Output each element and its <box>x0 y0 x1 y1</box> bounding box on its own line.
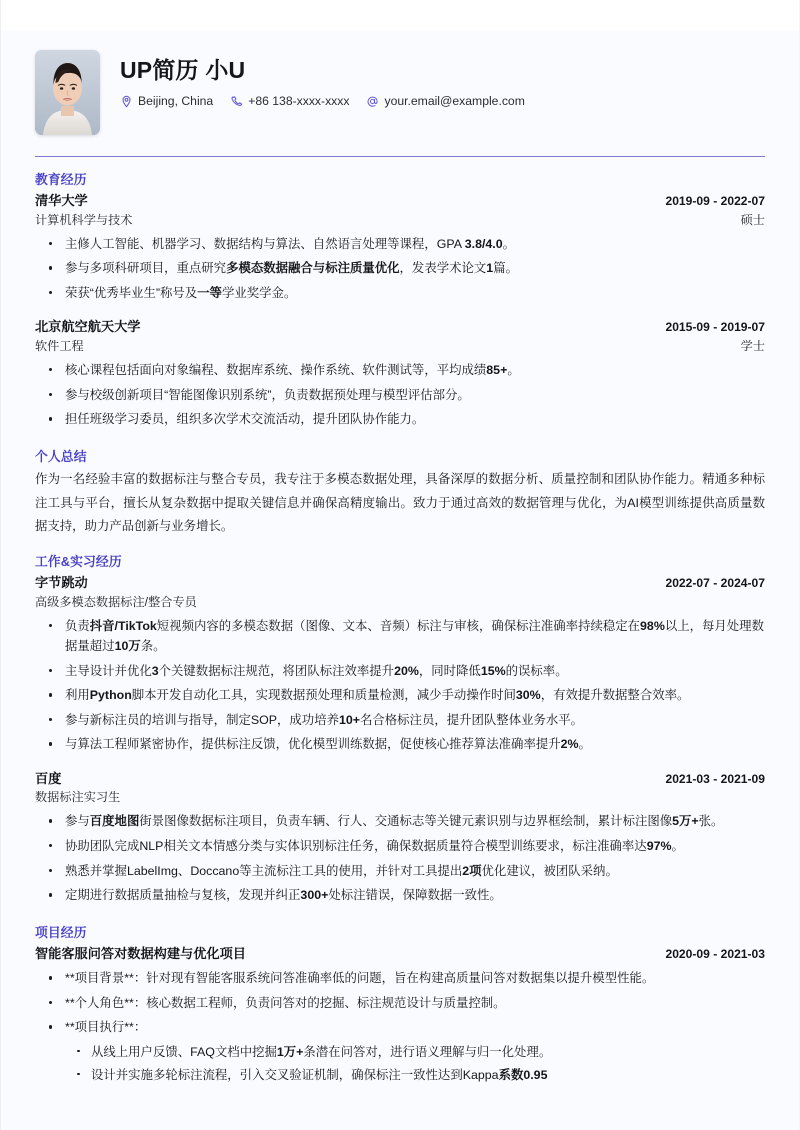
entry-date-range: 2020-09 - 2021-03 <box>665 946 765 961</box>
entry-organization: 清华大学 <box>35 192 88 208</box>
entry-date-range: 2022-07 - 2024-07 <box>665 576 765 591</box>
candidate-name: UP简历 小U <box>120 57 246 83</box>
bullet-item: 利用Python脚本开发自动化工具，实现数据预处理和质量检测，减少手动操作时间30%，有效提升数据整合效率。 <box>35 685 765 705</box>
bullet-list <box>35 811 765 905</box>
bullet-item: **项目背景**：针对现有智能客服系统问答准确率低的问题，旨在构建高质量问答对数据集以提升模型性能。 <box>35 968 765 988</box>
bullet-item: 参与校级创新项目“智能图像识别系统”，负责数据预处理与模型评估部分。 <box>35 385 765 405</box>
section-title: 教育经历 <box>35 172 87 187</box>
resume-entry <box>35 769 765 906</box>
bullet-item: 参与百度地图街景图像数据标注项目，负责车辆、行人、交通标志等关键元素识别与边界框绘制，累计标注图像5万+张。 <box>35 811 765 831</box>
entry-organization: 北京航空航天大学 <box>35 319 141 335</box>
resume-header <box>35 31 765 135</box>
entry-header-row <box>35 191 765 211</box>
header-divider <box>35 156 765 157</box>
sub-bullet-list <box>65 1042 765 1085</box>
contact-location <box>120 94 213 109</box>
entry-date-range: 2021-03 - 2021-09 <box>665 771 765 786</box>
bullet-item: 参与多项科研项目，重点研究多模态数据融合与标注质量优化，发表学术论文1篇。 <box>35 258 765 278</box>
contact-phone <box>230 94 349 109</box>
bullet-list <box>35 616 765 755</box>
location-pin-icon <box>120 95 133 108</box>
section-title: 个人总结 <box>35 448 87 464</box>
entry-organization: 字节跳动 <box>35 575 88 591</box>
section-title: 工作&实习经历 <box>35 554 122 570</box>
resume-entry <box>35 573 765 754</box>
contact-location-text: Beijing, China <box>138 94 214 109</box>
avatar <box>35 50 100 135</box>
bullet-item: 熟悉并掌握LabelImg、Doccano等主流标注工具的使用，并针对工具提出2项优化建议，被团队采纳。 <box>35 861 765 881</box>
entry-date-range: 2015-09 - 2019-07 <box>665 320 765 335</box>
entry-subtitle: 软件工程 <box>35 338 84 353</box>
bullet-item: 协助团队完成NLP相关文本情感分类与实体识别标注任务，确保数据质量符合模型训练要求，标注准确率达97%。 <box>35 836 765 856</box>
entry-header-row <box>35 769 765 789</box>
bullet-item: 定期进行数据质量抽检与复核，发现并纠正300+处标注错误，保障数据一致性。 <box>35 885 765 905</box>
bullet-list <box>35 234 765 303</box>
at-sign-icon <box>366 95 379 108</box>
resume-section <box>35 157 765 429</box>
bullet-list <box>35 968 765 1084</box>
bullet-item: 担任班级学习委员，组织多次学术交流活动，提升团队协作能力。 <box>35 409 765 429</box>
entry-header-row <box>35 317 765 337</box>
entry-subtitle: 高级多模态数据标注/整合专员 <box>35 594 197 609</box>
resume-section <box>35 434 765 539</box>
section-title: 项目经历 <box>35 924 87 940</box>
bullet-item: **项目执行**： 从线上用户反馈、FAQ文档中挖掘1万+条潜在问答对，进行语义理解与归一化处理。 设计并实施多轮标注流程，引入交叉验证机制，确保标注一致性达到Kappa系数0.95 <box>35 1017 765 1084</box>
bullet-item: 核心课程包括面向对象编程、数据库系统、操作系统、软件测试等，平均成绩85+。 <box>35 360 765 380</box>
bullet-item: 参与新标注员的培训与指导，制定SOP，成功培养10+名合格标注员，提升团队整体业务水平。 <box>35 710 765 730</box>
entry-organization: 智能客服问答对数据构建与优化项目 <box>35 945 246 961</box>
entry-degree: 硕士 <box>740 212 765 227</box>
entry-subtitle: 数据标注实习生 <box>35 790 121 805</box>
entry-header-row <box>35 944 765 964</box>
entry-subtitle-row <box>35 211 765 229</box>
bullet-item: 负责抖音/TikTok短视频内容的多模态数据（图像、文本、音频）标注与审核，确保标注准确率持续稳定在98%以上，每月处理数据量超过10万条。 <box>35 616 765 656</box>
entry-degree: 学士 <box>740 338 765 353</box>
resume-section <box>35 539 765 905</box>
bullet-item: 荣获“优秀毕业生”称号及一等学业奖学金。 <box>35 283 765 303</box>
contact-phone-text: +86 138-xxxx-xxxx <box>248 94 350 109</box>
resume-entry <box>35 944 765 1085</box>
resume-entry <box>35 191 765 303</box>
bullet-item: **个人角色**：核心数据工程师，负责问答对的挖掘、标注规范设计与质量控制。 <box>35 993 765 1013</box>
phone-icon <box>230 95 243 108</box>
contact-list <box>120 94 765 109</box>
resume-section <box>35 910 765 1085</box>
sub-bullet-item: 从线上用户反馈、FAQ文档中挖掘1万+条潜在问答对，进行语义理解与归一化处理。 <box>65 1042 765 1062</box>
entry-header-row <box>35 573 765 593</box>
bullet-item: 主修人工智能、机器学习、数据结构与算法、自然语言处理等课程，GPA 3.8/4.0。 <box>35 234 765 254</box>
entry-organization: 百度 <box>35 770 62 786</box>
sub-bullet-item: 设计并实施多轮标注流程，引入交叉验证机制，确保标注一致性达到Kappa系数0.95 <box>65 1065 765 1085</box>
entry-subtitle-row <box>35 593 765 611</box>
entry-subtitle-row <box>35 788 765 806</box>
summary-text: 作为一名经验丰富的数据标注与整合专员，我专注于多模态数据处理，具备深厚的数据分析、质量控制和团队协作能力。精通多种标注工具与平台，擅长从复杂数据中提取关键信息并确保高精度输出。致力于通过高效的数据管理与优化，为AI模型训练提供高质量数据支持，助力产品创新与业务增长。 <box>35 471 765 534</box>
bullet-list <box>35 360 765 429</box>
entry-subtitle-row <box>35 337 765 355</box>
resume-entry <box>35 317 765 429</box>
resume-sections <box>35 157 765 1085</box>
bullet-item: 主导设计并优化3个关键数据标注规范，将团队标注效率提升20%，同时降低15%的误标率。 <box>35 661 765 681</box>
contact-email-text: your.email@example.com <box>384 94 525 109</box>
entry-date-range: 2019-09 - 2022-07 <box>665 193 765 208</box>
contact-email <box>366 94 524 109</box>
bullet-item: 与算法工程师紧密协作，提供标注反馈，优化模型训练数据，促使核心推荐算法准确率提升2%。 <box>35 734 765 754</box>
entry-subtitle: 计算机科学与技术 <box>35 212 133 227</box>
